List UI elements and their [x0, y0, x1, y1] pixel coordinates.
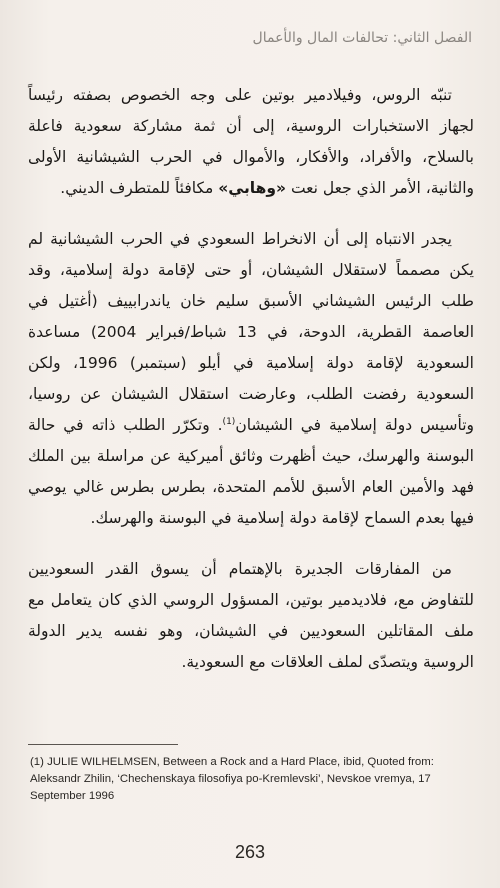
paragraph-3-text-a: من المفارقات الجديرة بالإهتمام أن يسوق القدر السعوديين للتفاوض مع، فلاديدمير بوتين، المسؤول الروسي الذي كان يتعامل مع ملف المقاتلين السعوديين في الشيشان، وهو نفسه يدير الدولة الروسية ويتصدّى لملف العلاقات مع السعودية.	[28, 560, 474, 671]
footnote: (1) JULIE WILHELMSEN, Between a Rock and a Hard Place, ibid, Quoted from: Aleksandr Zhilin, ‘Chechenskaya filosofiya po-Kremlevski’, Nevskoe vremya, 17 September 1996	[30, 756, 434, 802]
paragraph-2-text-a: يجدر الانتباه إلى أن الانخراط السعودي في الحرب الشيشانية لم يكن مصمماً لاستقلال الشيشان، أو حتى لإقامة دولة إسلامية، وقد طلب الرئيس الشيشاني الأسبق سليم خان ياندرابييف (أغتيل في العاصمة القطرية، الدوحة، في 13 شباط/فبراير 2004) مساعدة السعودية لإقامة دولة إسلامية في أيلو (سبتمبر) 1996، ولكن السعودية رفضت الطلب، وعارضت استقلال الشيشان عن روسيا، وتأسيس دولة إسلامية في الشيشان	[28, 230, 475, 434]
paragraph-2	[28, 224, 474, 534]
page-number: 263	[234, 842, 266, 862]
paragraph-1-text-b: مكافئاً للمتطرف الديني.	[60, 179, 219, 197]
paragraph-1-text-a: تنبّه الروس، وفيلادمير بوتين على وجه الخصوص بصفته رئيساً لجهاز الاستخبارات الروسية، إلى أن ثمة مشاركة سعودية فاعلة بالسلاح، والأفراد، والأفكار، والأموال في الحرب الشيشانية الأولى والثانية، الأمر الذي جعل نعت	[28, 86, 474, 197]
body-text	[28, 80, 474, 698]
running-header: الفصل الثاني: تحالفات المال والأعمال	[252, 30, 472, 46]
paragraph-1-bold-term: «وهابي»	[218, 179, 287, 197]
paragraph-2-text-b: . وتكرّر الطلب ذاته في حالة البوسنة والهرسك، حيث أظهرت وثائق أميركية عن مراسلة بين الملك فهد والأمين العام الأسبق للأمم المتحدة، بطرس بطرس غالي يوصي فيها بعدم السماح لإقامة دولة إسلامية في البوسنة والهرسك.	[28, 416, 474, 527]
paragraph-3	[28, 554, 474, 678]
footnote-divider	[28, 744, 178, 745]
paragraph-1	[28, 80, 474, 204]
footnote-marker[interactable]: (1)	[222, 416, 236, 427]
